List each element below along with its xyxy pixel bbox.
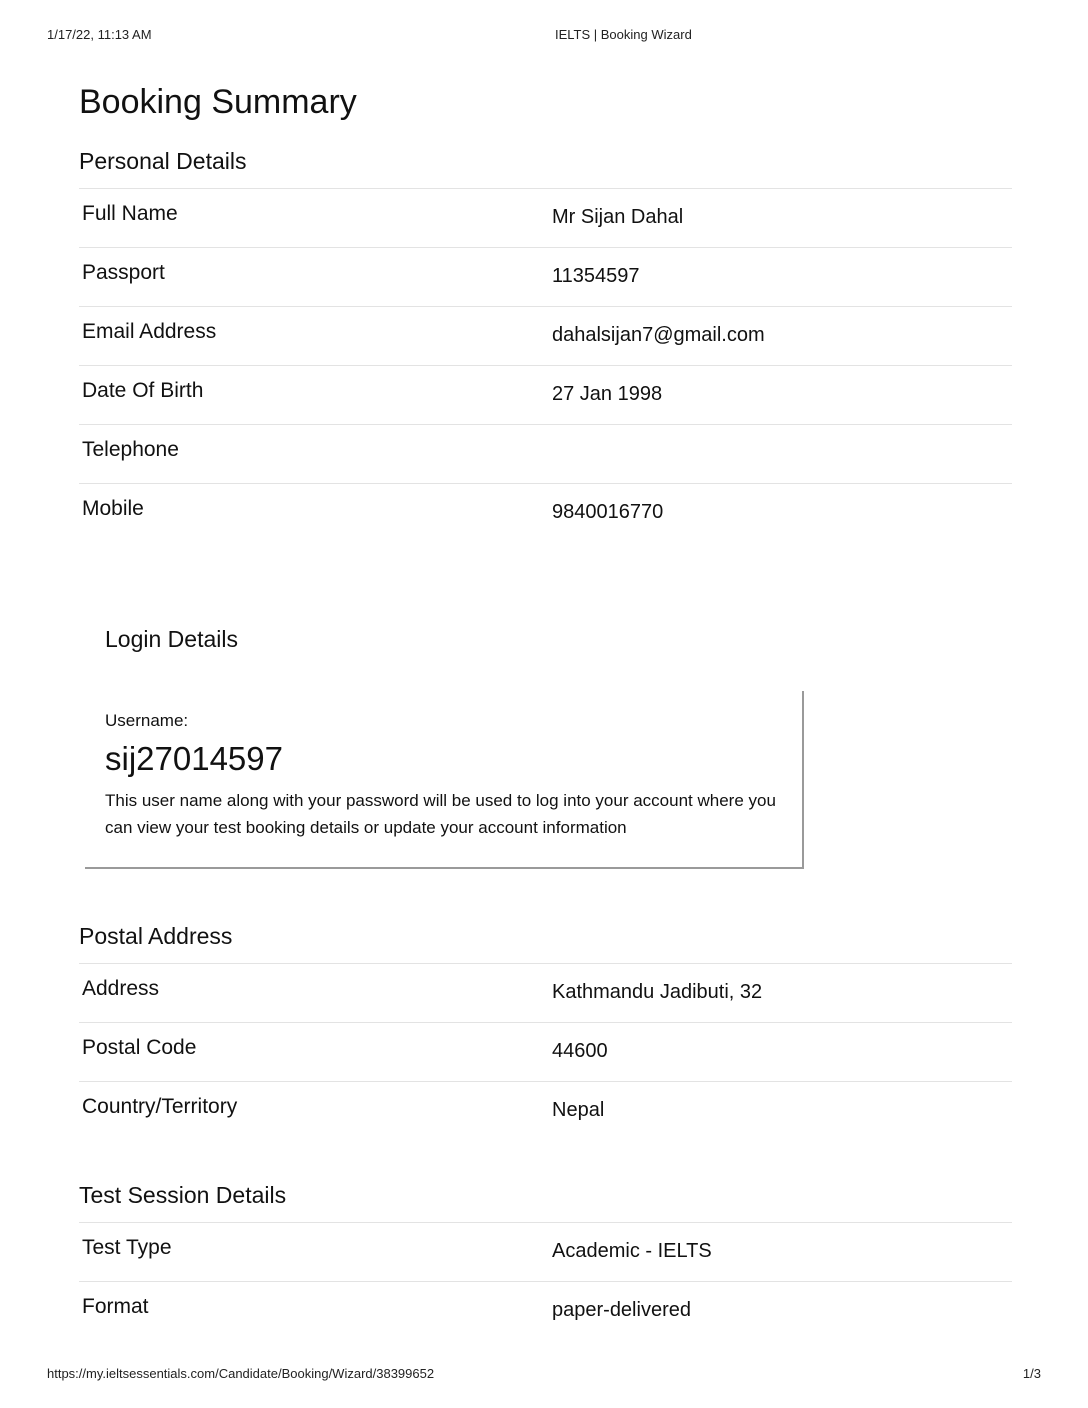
print-page-title: IELTS | Booking Wizard [555,27,692,42]
username-label: Username: [105,711,189,730]
row-label: Format [82,1295,149,1318]
row-value: Academic - IELTS [552,1240,712,1262]
page-number: 1/3 [1022,1366,1041,1381]
table-row [79,307,1012,366]
row-value: 44600 [552,1040,608,1062]
row-value: Kathmandu Jadibuti, 32 [552,981,763,1003]
postal-address-section [79,921,1012,1140]
row-label: Country/Territory [82,1095,238,1118]
section-title: Postal Address [79,923,233,949]
table-row [79,1023,1012,1082]
row-label: Postal Code [82,1036,197,1059]
postal-address-table [79,963,1012,1140]
test-session-section [79,1180,1012,1340]
login-details-section [79,624,1012,869]
row-value: Mr Sijan Dahal [552,206,684,228]
row-value: paper-delivered [552,1299,691,1321]
table-row [79,1282,1012,1340]
table-row [79,189,1012,248]
table-row [79,484,1012,542]
row-value: 9840016770 [552,501,664,523]
row-value: dahalsijan7@gmail.com [552,324,765,346]
row-label: Date Of Birth [82,379,204,402]
section-title: Login Details [105,626,238,652]
table-row [79,425,1012,484]
row-label: Test Type [82,1236,172,1259]
username-value: sij27014597 [105,740,283,777]
login-details-box [85,691,804,869]
row-value: 27 Jan 1998 [552,383,663,405]
row-label: Email Address [82,320,217,343]
table-row [79,248,1012,307]
personal-details-table [79,188,1012,542]
row-value: Nepal [552,1099,605,1121]
section-title: Personal Details [79,148,247,174]
section-title: Test Session Details [79,1182,287,1208]
print-date: 1/17/22, 11:13 AM [47,27,152,42]
row-label: Mobile [82,497,144,520]
table-row [79,366,1012,425]
row-label: Address [82,977,160,1000]
table-row [79,964,1012,1023]
table-row [79,1223,1012,1282]
booking-summary [79,80,1012,1340]
page-title: Booking Summary [79,83,357,121]
row-label: Passport [82,261,165,284]
personal-details-section [79,146,1012,542]
test-session-table [79,1222,1012,1340]
row-value: 11354597 [552,265,640,287]
page-url: https://my.ieltsessentials.com/Candidate/Booking/Wizard/38399652 [47,1366,435,1381]
row-label: Full Name [82,202,178,225]
table-row [79,1082,1012,1140]
username-help-text: This user name along with your password will be used to log into your account where you can view your test booking details or update your account information [105,791,776,837]
row-label: Telephone [82,438,179,461]
